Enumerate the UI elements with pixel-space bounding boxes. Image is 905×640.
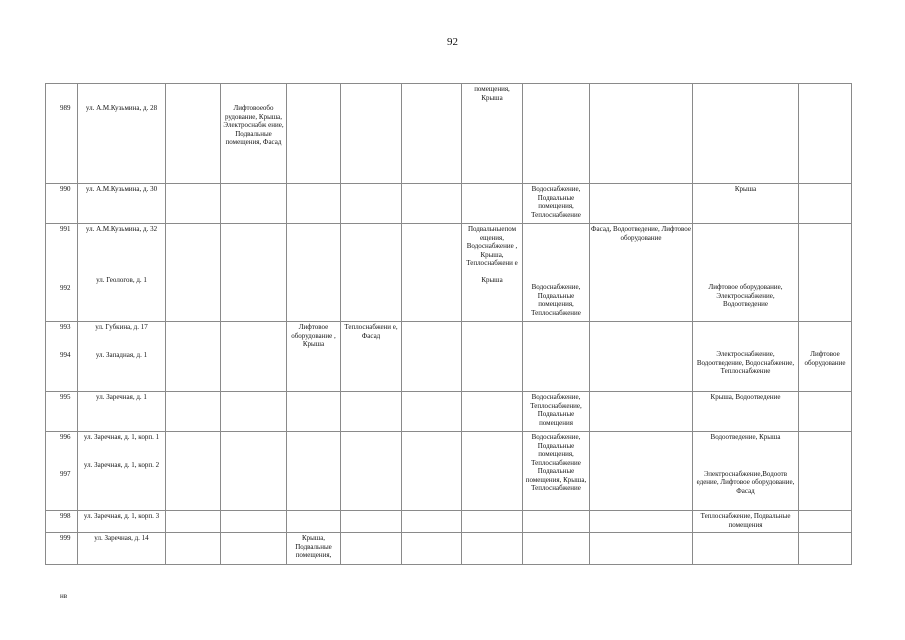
works-cell: Электроснабжение,Водоотв едение, Лифтовое оборудование, Фасад [696, 469, 795, 495]
table-row [46, 322, 852, 392]
works-cell: Водоснабжение, Теплоснабжение, Подвальные помещения [523, 392, 590, 432]
works-cell: Лифтовое оборудование [799, 322, 852, 392]
footer-mark: нв [60, 592, 68, 600]
works-cell: Водоснабжение, Подвальные помещения, Теплоснабжение [523, 184, 590, 224]
works-cell: Теплоснабжени е, Фасад [341, 322, 402, 392]
page-number: 92 [447, 36, 458, 48]
works-cell: Водоснабжение, Подвальные помещения, Теплоснабжение [531, 433, 581, 467]
repair-schedule-table [45, 83, 852, 565]
works-cell: Подвальные помещения, Крыша, Теплоснабжение [525, 467, 587, 492]
works-cell: Крыша, Водоотведение [693, 392, 799, 432]
table-row [46, 184, 852, 224]
table-row [46, 533, 852, 565]
row-number: 999 [46, 533, 78, 565]
address-cell: ул. Заречная, д. 1 [78, 392, 166, 432]
works-cell: Лифтовое оборудование , Крыша [287, 322, 341, 392]
table-row [46, 511, 852, 533]
works-cell: Теплоснабжение, Подвальные помещения [693, 511, 799, 533]
row-number: 997 [60, 469, 71, 478]
works-cell: помещения, Крыша [462, 84, 523, 184]
table-row [46, 84, 852, 184]
row-number: 990 [46, 184, 78, 224]
row-number: 998 [46, 511, 78, 533]
row-number: 989 [46, 84, 78, 184]
row-number: 992 [60, 283, 71, 292]
address-cell: ул. Заречная, д. 1, корп. 3 [78, 511, 166, 533]
address-cell: ул. Заречная, д. 14 [78, 533, 166, 565]
row-number: 993 [60, 323, 71, 331]
works-cell: Электроснабжение, Водоотведение, Водоснабжение, Теплоснабжение [693, 322, 799, 392]
works-cell: Подвальныепом ещения, Водоснабжение , Крыша, Теплоснабжени е [466, 225, 518, 267]
works-cell: Крыша [481, 275, 503, 284]
address-cell: ул. Губкина, д. 17 [95, 323, 148, 331]
table-row [46, 392, 852, 432]
address-cell: ул. Заречная, д. 1, корп. 2 [83, 460, 160, 469]
row-number: 991 [60, 225, 71, 233]
address-cell: ул. А.М.Кузьмина, д. 28 [78, 84, 166, 184]
address-cell: ул. А.М.Кузьмина, д. 32 [85, 225, 158, 233]
address-cell: ул. А.М.Кузьмина, д. 30 [78, 184, 166, 224]
row-number: 994 [60, 350, 71, 359]
works-cell: Крыша, Подвальные помещения, [287, 533, 341, 565]
works-cell: Водоснабжение, Подвальные помещения, Теплоснабжение [523, 224, 590, 322]
address-cell: ул. Западная, д. 1 [95, 350, 148, 359]
address-cell: ул. Геологов, д. 1 [96, 275, 147, 284]
address-cell: ул. Заречная, д. 1, корп. 1 [83, 433, 160, 441]
row-number: 995 [46, 392, 78, 432]
table-row [46, 432, 852, 511]
table-row [46, 224, 852, 322]
works-cell: Фасад, Водоотведение, Лифтовое оборудование [590, 224, 693, 322]
works-cell: Водоотведение, Крыша [710, 433, 781, 441]
works-cell: Лифтовое оборудование, Электроснабжение, Водоотведение [693, 224, 799, 322]
works-cell: Крыша [693, 184, 799, 224]
row-number: 996 [60, 433, 71, 441]
works-cell: Лифтовоеобо рудование, Крыша, Электроснабж ение, Подвальные помещения, Фасад [221, 84, 287, 184]
